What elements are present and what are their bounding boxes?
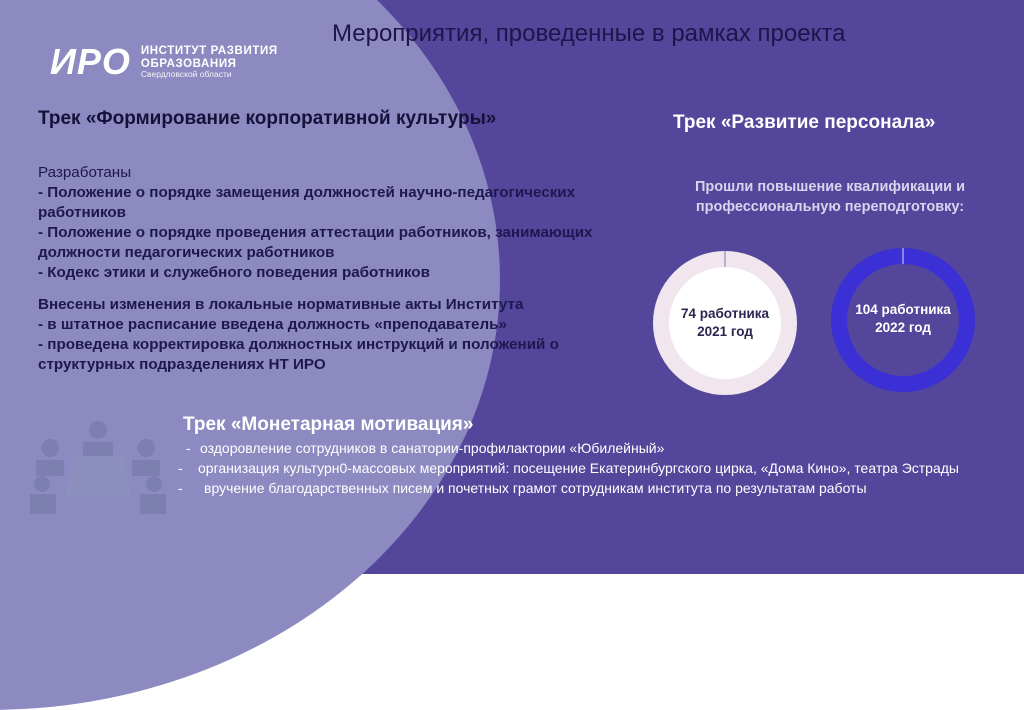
logo-mark: ИРО	[50, 41, 131, 82]
track2-subtitle: Прошли повышение квалификации и профессиональную переподготовку:	[695, 179, 965, 215]
slide-title: Мероприятия, проведенные в рамках проекта	[332, 20, 846, 47]
logo-line-3: Свердловской области	[140, 68, 232, 79]
changes-label: Внесены изменения в локальные нормативные акты Института	[38, 296, 524, 313]
developed-item: - Кодекс этики и служебного поведения работников	[38, 264, 430, 281]
iro-logo	[50, 41, 278, 82]
track3-dash: -	[186, 440, 191, 456]
ring-2022-label	[838, 301, 968, 337]
track3-item	[178, 438, 1018, 458]
developed-label: Разработаны	[38, 164, 132, 181]
track1-title: Трек «Формирование корпоративной культуры»	[38, 108, 497, 129]
track3-item-text: вручение благодарственных писем и почетных грамот сотрудникам института по результатам работы	[204, 480, 867, 496]
developed-item: - Положение о порядке проведения аттестации работников, занимающих должности педагогических работников	[38, 224, 593, 261]
track3-title: Трек «Монетарная мотивация»	[183, 414, 474, 435]
change-item: - проведена корректировка должностных инструкций и положений о структурных подразделениях НТ ИРО	[38, 336, 559, 373]
track3-item	[178, 478, 1018, 498]
track3-item-text: организация культурн0-массовых мероприятий: посещение Екатеринбургского цирка, «Дома Кино», театра Эстрады	[198, 460, 959, 476]
track3-body	[178, 438, 1018, 498]
track3-dash: -	[178, 460, 183, 476]
ring-2022-year: 2022 год	[875, 320, 931, 335]
logo-line-1: ИНСТИТУТ РАЗВИТИЯ	[140, 45, 278, 58]
change-item: - в штатное расписание введена должность «преподаватель»	[38, 316, 507, 333]
track3-dash: -	[178, 480, 183, 496]
meeting-people-icon	[28, 420, 178, 520]
ring-2021-year: 2021 год	[697, 324, 753, 339]
track3-item-text: оздоровление сотрудников в санатории-профилактории «Юбилейный»	[200, 440, 665, 456]
logo-line-2: ОБРАЗОВАНИЯ	[140, 57, 237, 70]
track2-title: Трек «Развитие персонала»	[673, 112, 936, 133]
developed-item: - Положение о порядке замещения должностей научно-педагогических работников	[38, 184, 576, 221]
ring-2021-count: 74 работника	[680, 306, 770, 321]
track1-body	[38, 163, 638, 375]
logo-text	[141, 45, 278, 78]
ring-2021-label	[660, 305, 790, 341]
ring-2022-count: 104 работника	[855, 302, 951, 317]
track3-item	[178, 458, 1018, 478]
